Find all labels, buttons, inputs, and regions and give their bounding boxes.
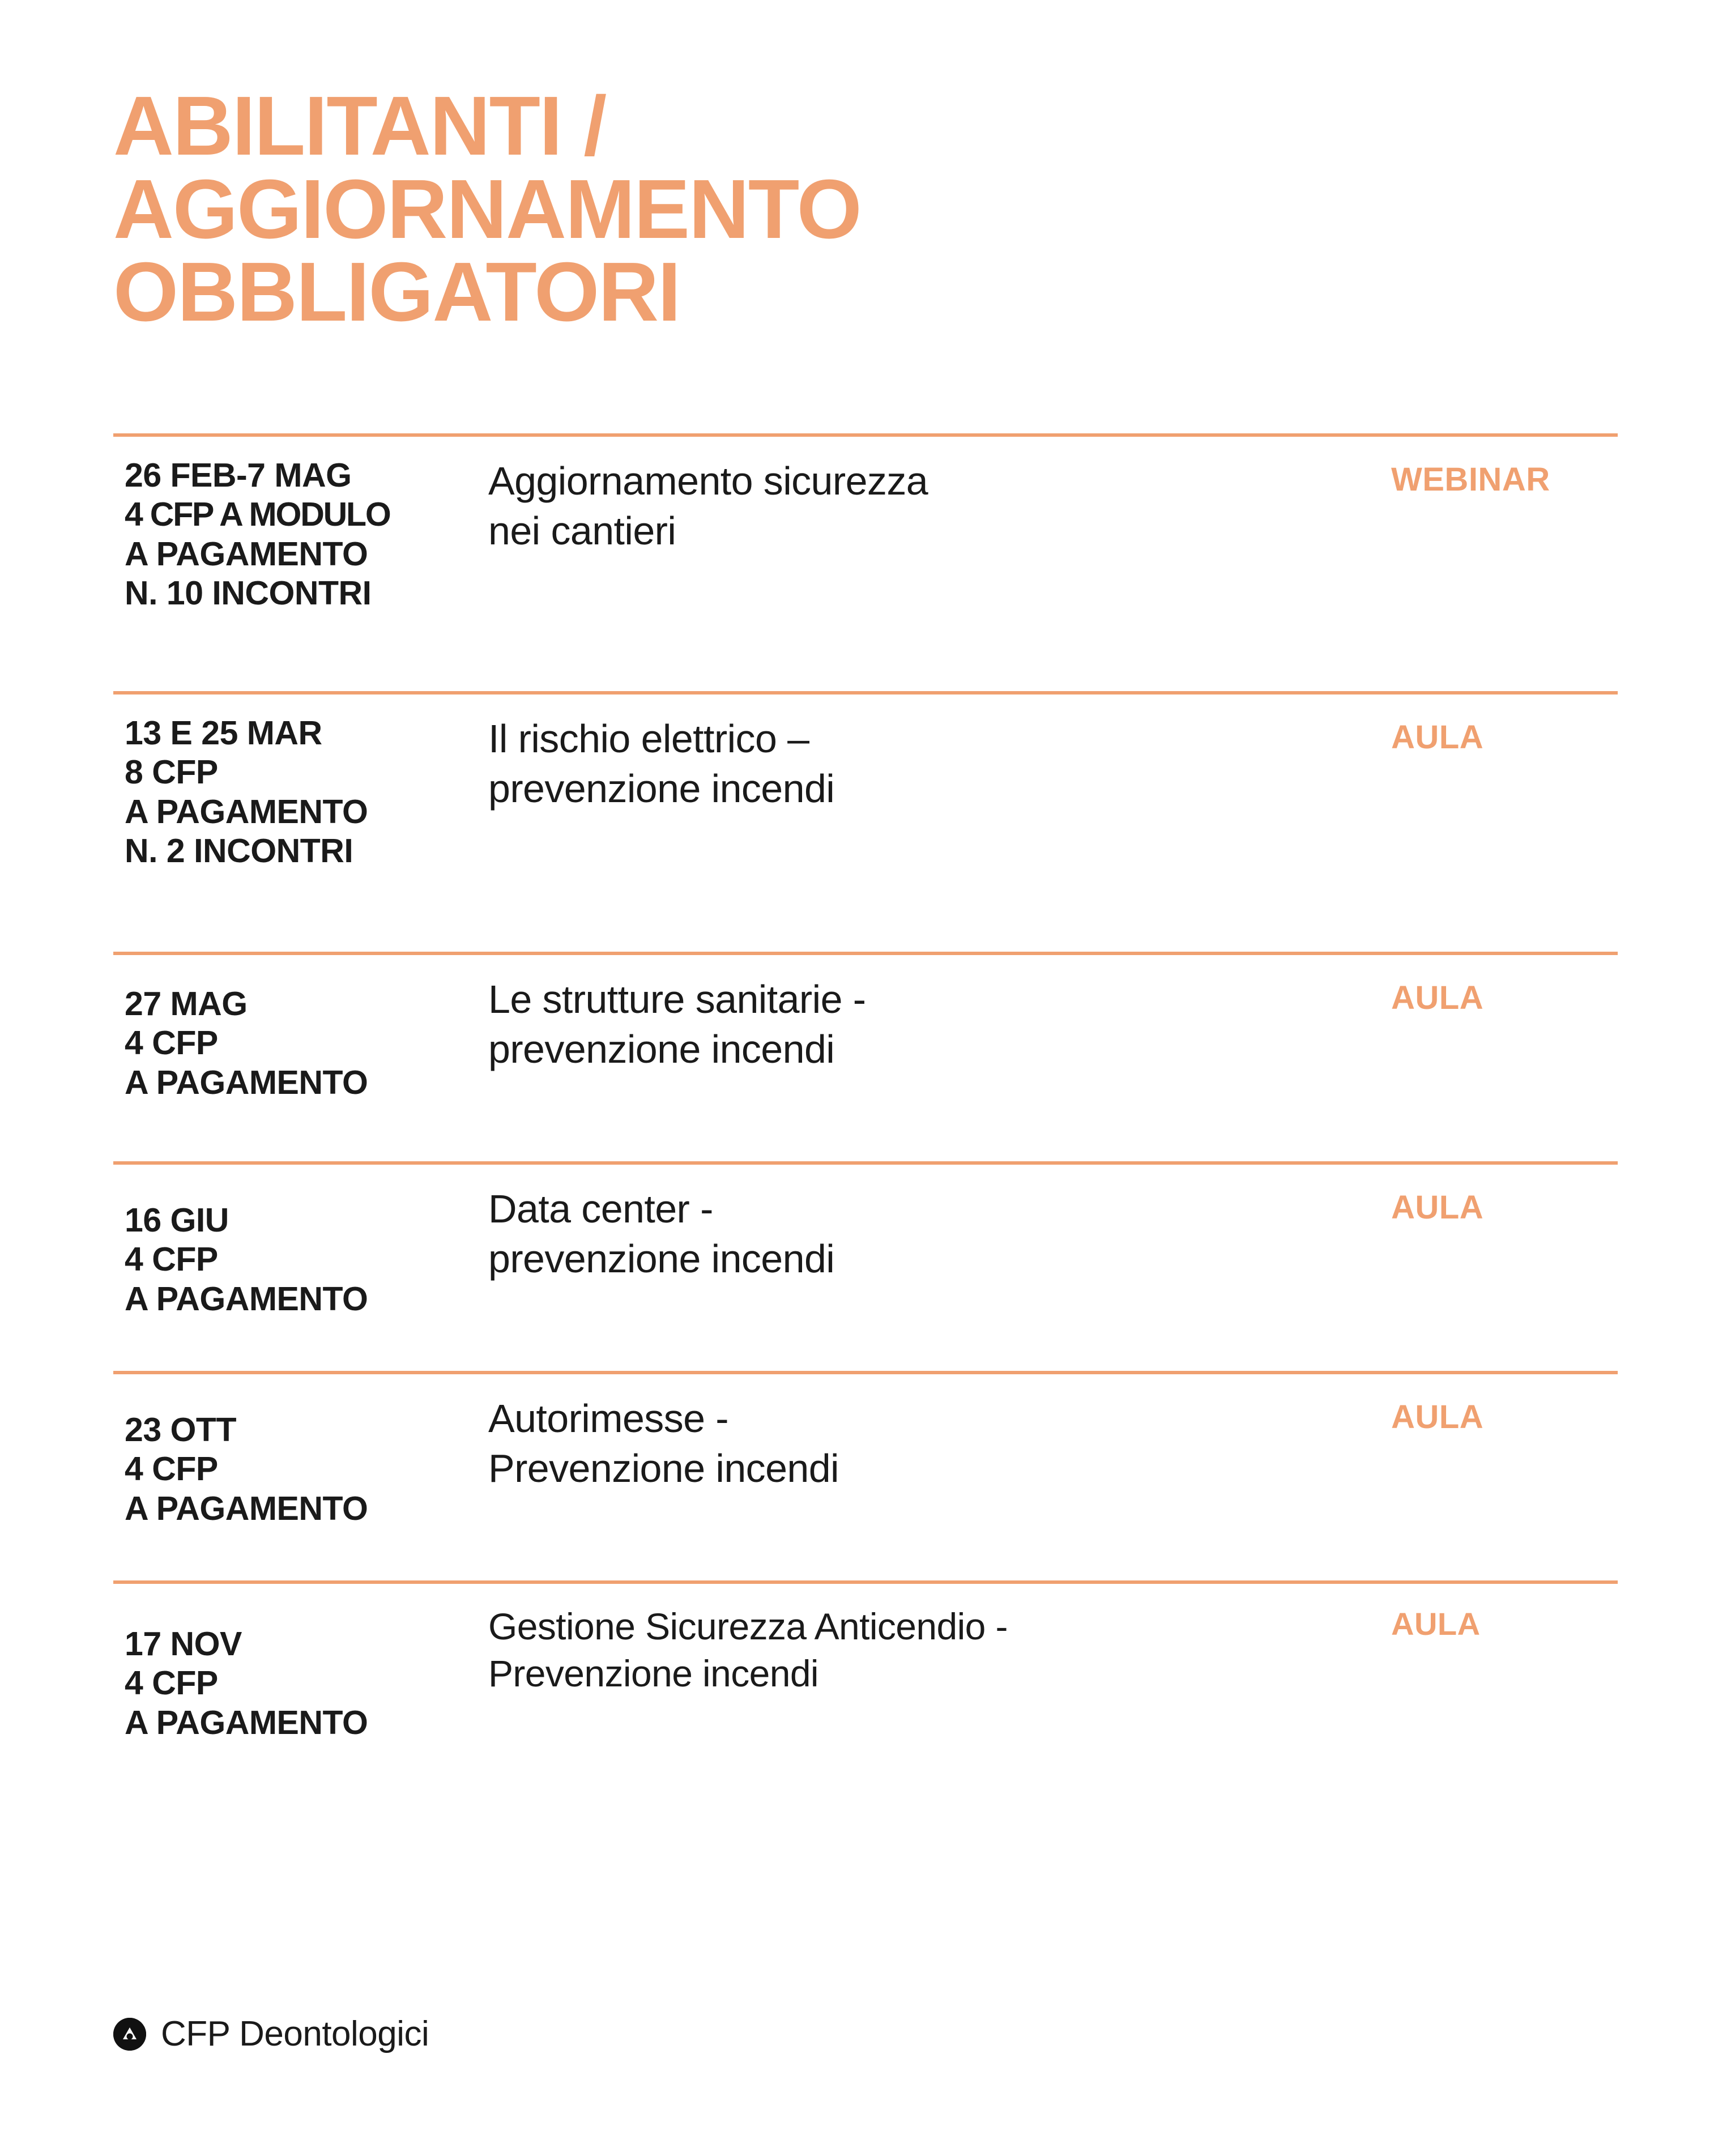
row-date-info bbox=[113, 1394, 481, 1529]
row-cost: A PAGAMENTO bbox=[125, 1703, 368, 1741]
row-date: 17 NOV bbox=[125, 1625, 242, 1663]
row-course-title bbox=[481, 974, 1380, 1074]
row-course-title bbox=[481, 1394, 1380, 1493]
row-date: 26 FEB-7 MAG bbox=[125, 456, 352, 494]
row-credits: 4 CFP A MODULO bbox=[125, 496, 390, 534]
page-title bbox=[113, 0, 1246, 339]
row-credits: 8 CFP bbox=[125, 753, 218, 791]
row-mode-badge: AULA bbox=[1391, 718, 1484, 756]
row-date-info bbox=[113, 456, 481, 613]
row-course-title-line-1: Il rischio elettrico – bbox=[488, 716, 809, 761]
row-mode-badge: AULA bbox=[1391, 979, 1484, 1016]
cfp-deontologici-icon bbox=[113, 2018, 146, 2051]
row-course-title-line-1: Gestione Sicurezza Anticendio - bbox=[488, 1605, 1008, 1647]
row-course-title bbox=[481, 1184, 1380, 1284]
row-date-info bbox=[113, 1603, 481, 1743]
row-cost: A PAGAMENTO bbox=[125, 1280, 368, 1318]
row-course-title bbox=[481, 1603, 1380, 1697]
page-title-line-3: OBBLIGATORI bbox=[113, 245, 680, 339]
page-title-line-1: ABILITANTI / bbox=[113, 79, 606, 173]
row-course-title-line-2: nei cantieri bbox=[488, 508, 676, 553]
row-course-title-line-1: Data center - bbox=[488, 1186, 713, 1231]
row-course-title bbox=[481, 714, 1380, 813]
row-credits: 4 CFP bbox=[125, 1024, 218, 1062]
row-credits: 4 CFP bbox=[125, 1241, 218, 1279]
row-course-title-line-2: prevenzione incendi bbox=[488, 766, 835, 811]
table-row[interactable] bbox=[113, 1580, 1618, 1768]
row-date-info bbox=[113, 1184, 481, 1319]
row-credits: 4 CFP bbox=[125, 1450, 218, 1488]
row-sessions: N. 2 INCONTRI bbox=[125, 832, 353, 870]
row-date: 27 MAG bbox=[125, 985, 248, 1022]
page-title-line-2: AGGIORNAMENTO bbox=[113, 162, 861, 256]
table-row[interactable] bbox=[113, 952, 1618, 1161]
table-row[interactable] bbox=[113, 1371, 1618, 1580]
row-sessions: N. 10 INCONTRI bbox=[125, 574, 372, 612]
row-course-title-line-1: Aggiornamento sicurezza bbox=[488, 458, 928, 503]
row-date: 13 E 25 MAR bbox=[125, 714, 322, 752]
row-cost: A PAGAMENTO bbox=[125, 535, 368, 573]
footer-legend-label: CFP Deontologici bbox=[161, 2014, 429, 2053]
footer-legend bbox=[113, 2014, 429, 2054]
row-credits: 4 CFP bbox=[125, 1664, 218, 1702]
table-row[interactable] bbox=[113, 433, 1618, 691]
row-mode-badge: AULA bbox=[1391, 1398, 1484, 1435]
row-date-info bbox=[113, 714, 481, 871]
row-date: 23 OTT bbox=[125, 1411, 236, 1448]
row-course-title-line-2: Prevenzione incendi bbox=[488, 1652, 818, 1694]
row-cost: A PAGAMENTO bbox=[125, 792, 368, 830]
row-course-title-line-1: Autorimesse - bbox=[488, 1396, 728, 1441]
course-table bbox=[113, 433, 1618, 1768]
row-course-title-line-2: Prevenzione incendi bbox=[488, 1446, 839, 1490]
row-date: 16 GIU bbox=[125, 1201, 229, 1239]
row-course-title-line-2: prevenzione incendi bbox=[488, 1236, 835, 1281]
table-row[interactable] bbox=[113, 691, 1618, 952]
row-date-info bbox=[113, 974, 481, 1103]
row-mode-badge: AULA bbox=[1391, 1605, 1481, 1642]
row-mode-badge: AULA bbox=[1391, 1188, 1484, 1226]
row-course-title-line-2: prevenzione incendi bbox=[488, 1026, 835, 1071]
row-cost: A PAGAMENTO bbox=[125, 1489, 368, 1527]
table-row[interactable] bbox=[113, 1161, 1618, 1371]
row-course-title bbox=[481, 456, 1380, 556]
row-cost: A PAGAMENTO bbox=[125, 1063, 368, 1101]
row-mode-badge: WEBINAR bbox=[1391, 461, 1550, 498]
row-course-title-line-1: Le strutture sanitarie - bbox=[488, 977, 866, 1021]
